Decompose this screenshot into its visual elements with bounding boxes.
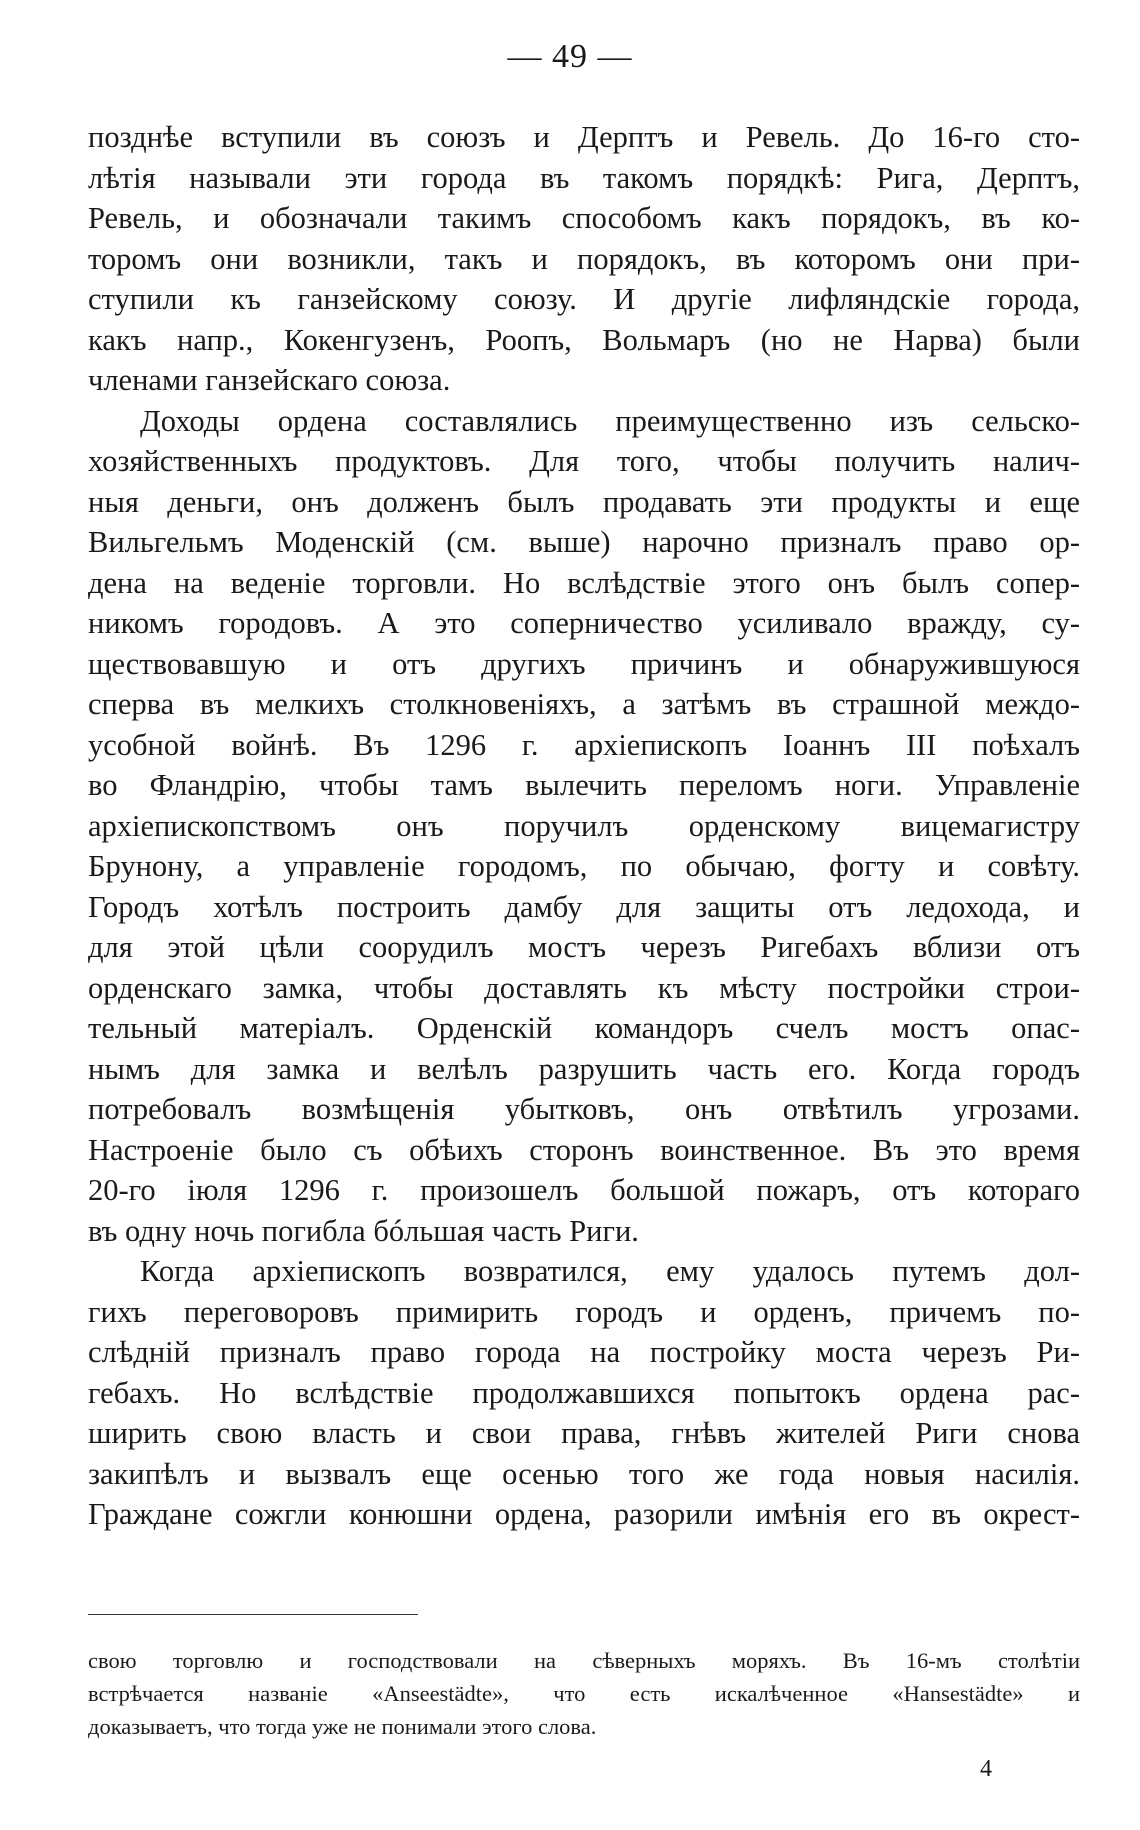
paragraph-2-line: усобной войнѣ. Въ 1296 г. архіепископъ Іоаннъ III поѣхалъ: [88, 727, 1080, 762]
page-number: — 49 —: [507, 38, 633, 75]
paragraph-2-line: для этой цѣли соорудилъ мостъ черезъ Ригебахъ вблизи отъ: [88, 930, 1080, 964]
paragraph-1-line: членами ганзейскаго союза.: [88, 363, 451, 397]
paragraph-3-line: гебахъ. Но вслѣдствіе продолжавшихся попытокъ ордена рас-: [88, 1375, 1080, 1410]
paragraph-3-line: Граждане сожгли конюшни ордена, разорили имѣнія его въ окрест-: [88, 1497, 1080, 1531]
footnote-divider: [88, 1614, 418, 1615]
body-text: [88, 117, 1080, 1535]
paragraph-2-line: въ одну ночь погибла бóльшая часть Риги.: [88, 1213, 639, 1248]
paragraph-2-line: архіепископствомъ онъ поручилъ орденскому вицемагистру: [88, 808, 1080, 843]
paragraph-1-line: лѣтія называли эти города въ такомъ порядкѣ: Рига, Дерптъ,: [88, 160, 1080, 195]
paragraph-2-line: никомъ городовъ. А это соперничество усиливало вражду, су-: [88, 606, 1080, 640]
paragraph-2-line: ныя деньги, онъ долженъ былъ продавать эти продукты и еще: [88, 484, 1080, 519]
footnote-line: встрѣчается названіе «Anseestädte», что есть искалѣченное «Hansestädte» и: [88, 1681, 1080, 1706]
paragraph-1-line: позднѣе вступили въ союзъ и Дерптъ и Ревель. До 16-го сто-: [88, 120, 1080, 154]
paragraph-3-line: Когда архіепископъ возвратился, ему удалось путемъ дол-: [140, 1254, 1080, 1288]
footnote-line: доказываетъ, что тогда уже не понимали этого слова.: [88, 1714, 597, 1739]
paragraph-1-line: Ревель, и обозначали такимъ способомъ какъ порядокъ, въ ко-: [88, 201, 1080, 235]
footnote: [88, 1644, 1080, 1743]
paragraph-2-line: тельный матеріалъ. Орденскій командоръ счелъ мостъ опас-: [88, 1011, 1080, 1045]
paragraph-2-line: сперва въ мелкихъ столкновеніяхъ, а затѣмъ въ страшной междо-: [88, 687, 1080, 721]
paragraph-3-line: слѣдній призналъ право города на постройку моста черезъ Ри-: [88, 1335, 1080, 1369]
paragraph-3-line: гихъ переговоровъ примирить городъ и орденъ, причемъ по-: [88, 1294, 1080, 1329]
paragraph-2-line: во Фландрію, чтобы тамъ вылечить переломъ ноги. Управленіе: [88, 768, 1080, 802]
paragraph-3-line: ширить свою власть и свои права, гнѣвъ жителей Риги снова: [88, 1416, 1080, 1450]
paragraph-2-line: дена на веденіе торговли. Но вслѣдствіе этого онъ былъ сопер-: [88, 565, 1080, 600]
footnote-line: свою торговлю и господствовали на сѣверныхъ моряхъ. Въ 16-мъ столѣтіи: [88, 1648, 1080, 1673]
paragraph-1-line: какъ напр., Кокенгузенъ, Роопъ, Вольмаръ (но не Нарва) были: [88, 322, 1080, 357]
paragraph-2-line: Доходы ордена составлялись преимущественно изъ сельско-: [140, 403, 1080, 438]
paragraph-2-line: хозяйственныхъ продуктовъ. Для того, чтобы получить налич-: [88, 444, 1080, 478]
paragraph-2-line: орденскаго замка, чтобы доставлять къ мѣсту постройки строи-: [88, 970, 1080, 1005]
paragraph-2-line: нымъ для замка и велѣлъ разрушить часть его. Когда городъ: [88, 1051, 1080, 1086]
paragraph-3-line: закипѣлъ и вызвалъ еще осенью того же года новыя насилія.: [88, 1456, 1080, 1491]
signature-mark: 4: [980, 1756, 992, 1782]
paragraph-2-line: Настроеніе было съ обѣихъ сторонъ воинственное. Въ это время: [88, 1132, 1080, 1167]
paragraph-2-line: Вильгельмъ Моденскій (см. выше) нарочно призналъ право ор-: [88, 525, 1080, 559]
paragraph-1-line: ступили къ ганзейскому союзу. И другіе лифляндскіе города,: [88, 282, 1080, 316]
paragraph-1-line: торомъ они возникли, такъ и порядокъ, въ которомъ они при-: [88, 241, 1080, 276]
paragraph-2-line: 20-го іюля 1296 г. произошелъ большой пожаръ, отъ котораго: [88, 1173, 1080, 1207]
paragraph-2-line: Городъ хотѣлъ построить дамбу для защиты отъ ледохода, и: [88, 889, 1080, 924]
paragraph-2-line: Брунону, а управленіе городомъ, по обычаю, фогту и совѣту.: [88, 849, 1080, 883]
paragraph-2-line: ществовавшую и отъ другихъ причинъ и обнаружившуюся: [88, 646, 1080, 681]
paragraph-2-line: потребовалъ возмѣщенія убытковъ, онъ отвѣтилъ угрозами.: [88, 1092, 1080, 1126]
